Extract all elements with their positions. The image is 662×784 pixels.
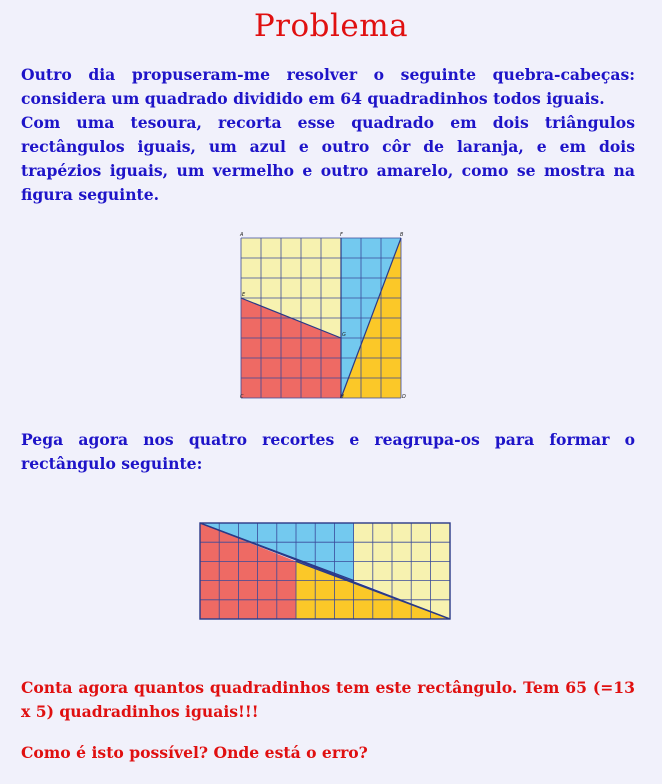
regroup-paragraph: Pega agora nos quatro recortes e reagrupa-os para formar o rectângulo seguinte:: [21, 430, 635, 473]
label-d: D: [402, 394, 406, 400]
intro-paragraph-1: Outro dia propuseram-me resolver o seguinte quebra-cabeças: considera um quadrado dividido em 64 quadradinhos todos iguais.: [21, 65, 635, 108]
label-c: C: [240, 394, 244, 400]
intro-paragraph-2: Com uma tesoura, recorta esse quadrado em dois triângulos rectângulos iguais, um azul e outro côr de laranja, e em dois trapézios iguais, um vermelho e outro amarelo, como se mostra na figura seguinte.: [21, 113, 635, 204]
page-title: Problema: [253, 8, 409, 44]
rectangle-puzzle-figure: [196, 518, 458, 622]
label-a: A: [240, 232, 244, 238]
label-f: F: [340, 232, 343, 238]
square-puzzle-figure: [236, 230, 416, 402]
question-paragraph: Como é isto possível? Onde está o erro?: [21, 743, 368, 762]
label-b: B: [400, 232, 404, 238]
count-paragraph: Conta agora quantos quadradinhos tem este rectângulo. Tem 65 (=13 x 5) quadradinhos iguais!!!: [21, 678, 635, 721]
label-h: H: [340, 394, 344, 400]
label-e: E: [242, 292, 246, 298]
label-g: G: [342, 332, 346, 338]
